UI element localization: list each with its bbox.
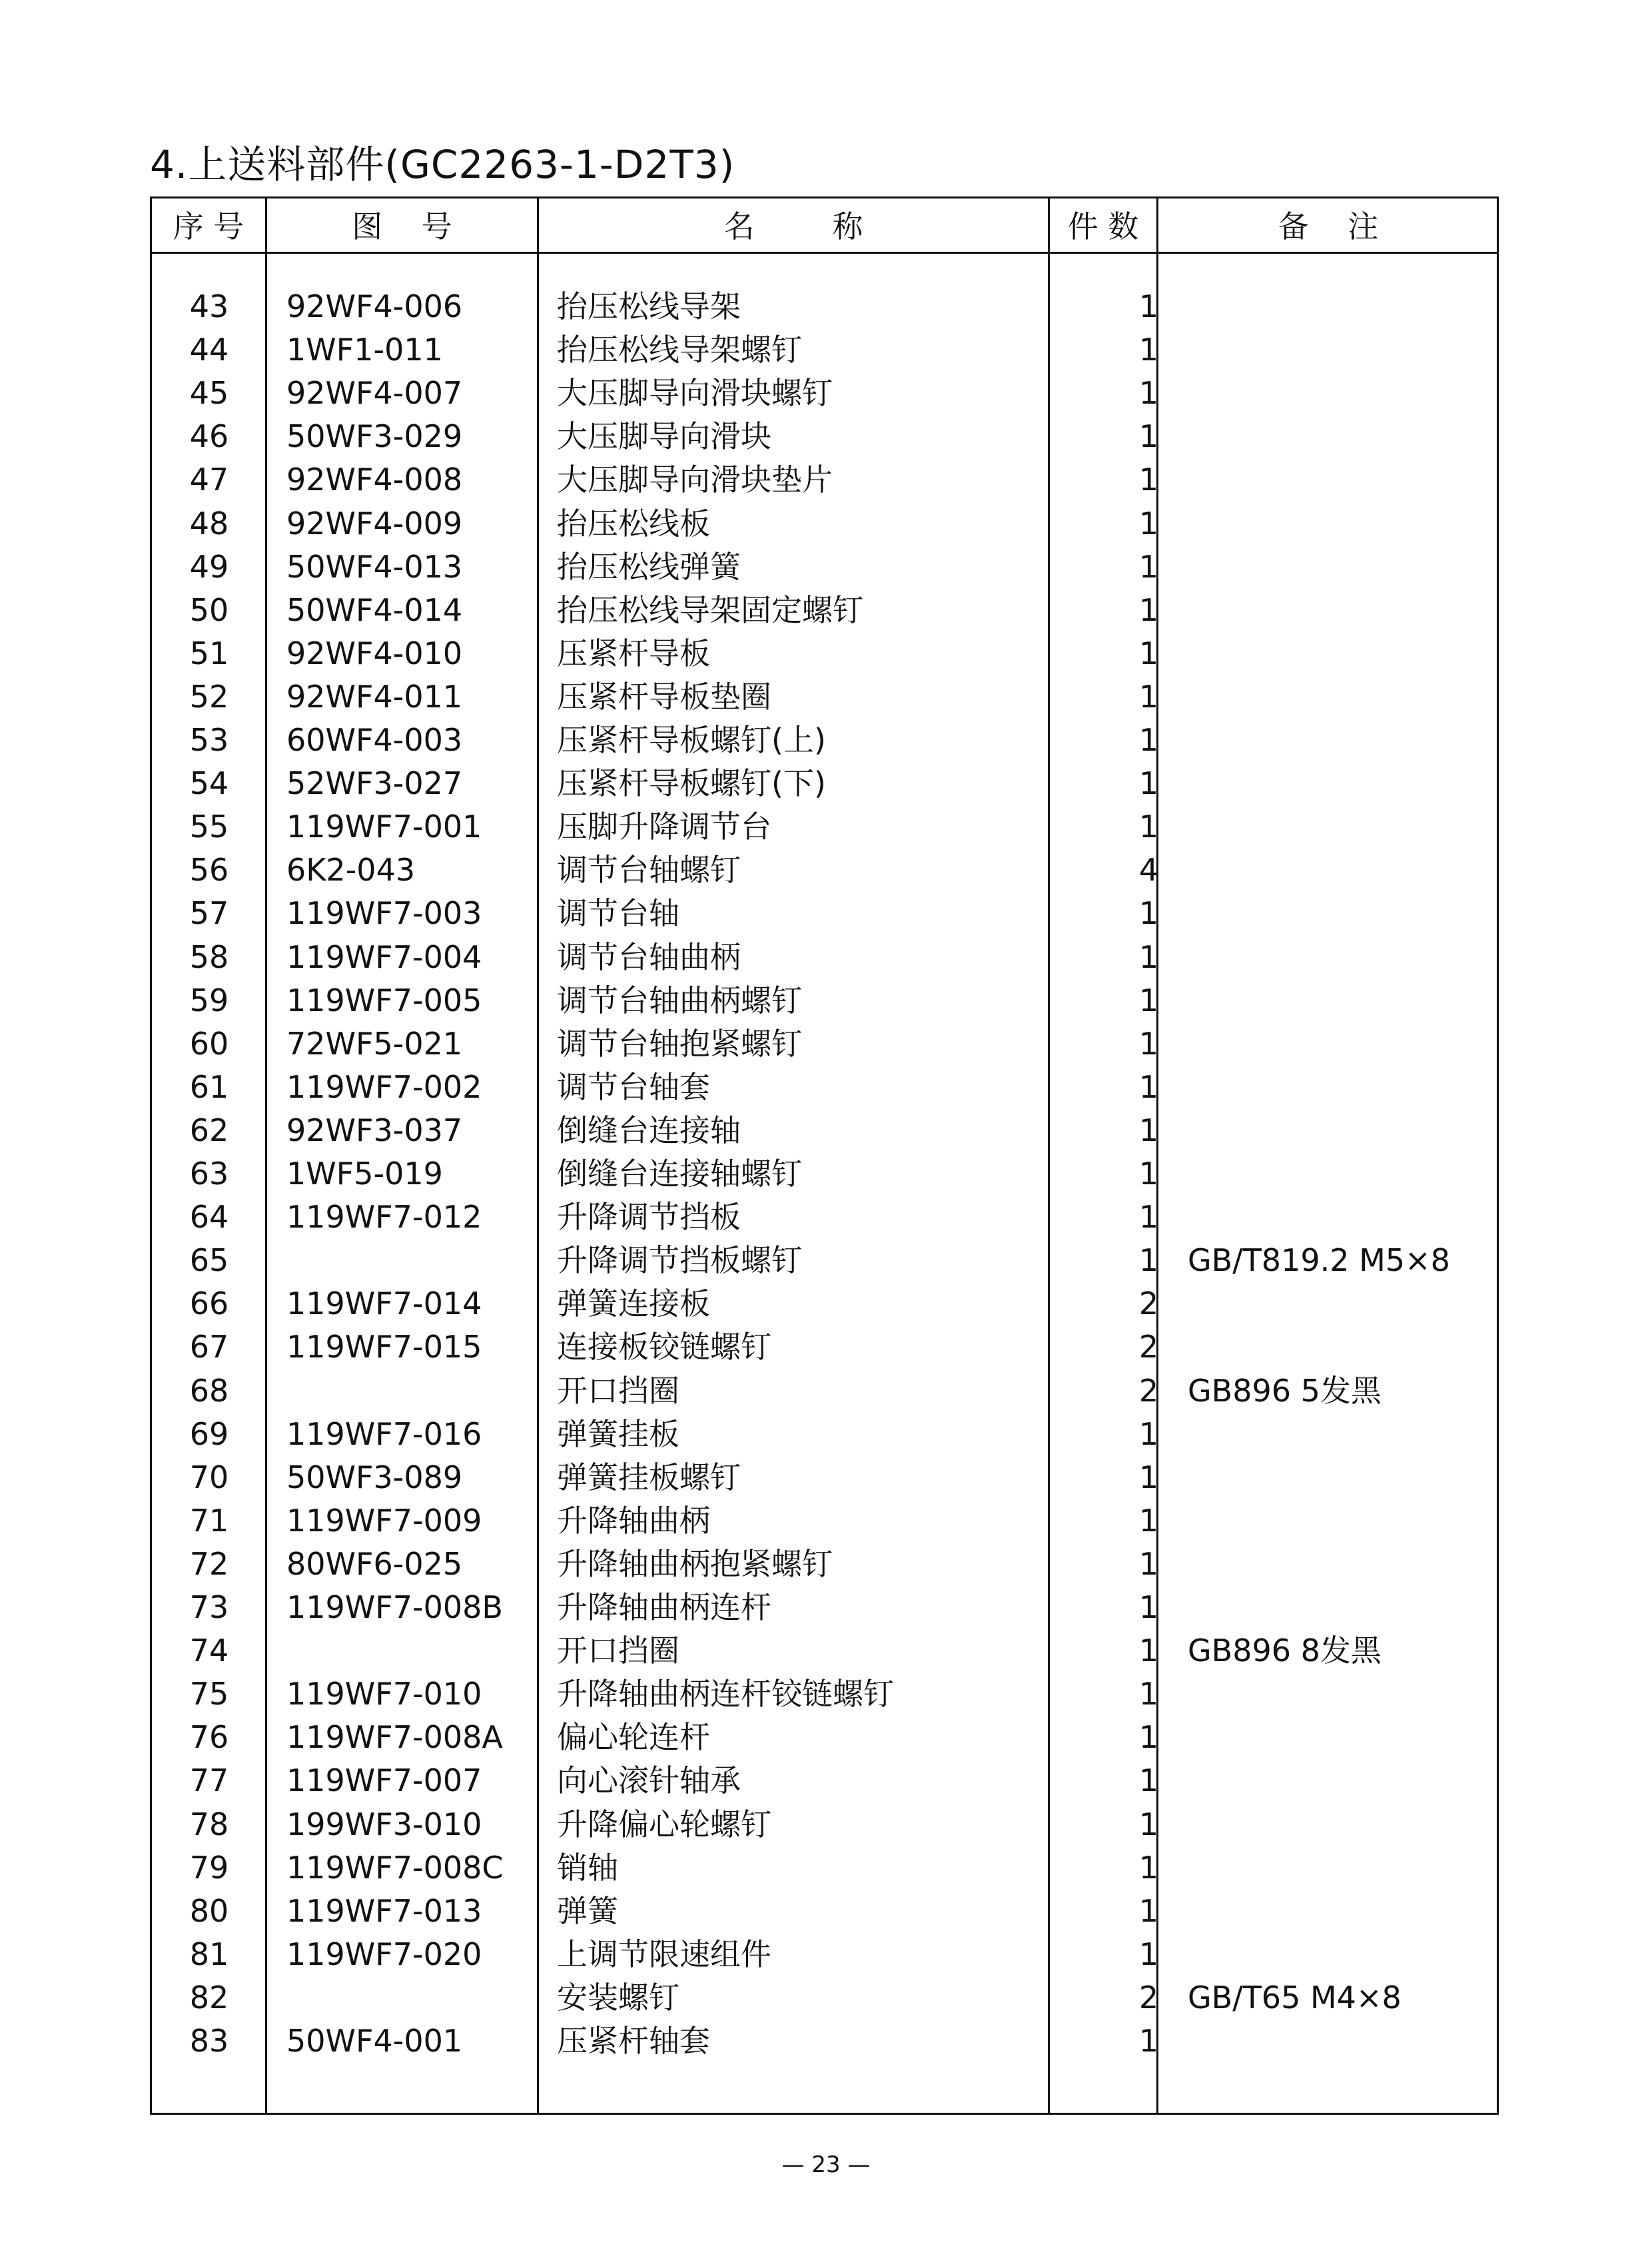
quantity-cell: 1 <box>1138 1633 1159 1669</box>
table-row <box>152 1022 1497 1066</box>
part-number-cell: 73 <box>189 1589 229 1625</box>
table-row <box>152 1933 1497 1976</box>
quantity-cell: 1 <box>1138 548 1159 585</box>
quantity-cell: 1 <box>1138 1025 1159 1062</box>
table-row <box>152 1629 1497 1673</box>
drawing-code-cell: 80WF6-025 <box>286 1545 463 1582</box>
remark-cell <box>1188 328 1494 372</box>
remark-cell <box>1188 1413 1494 1456</box>
remark-cell <box>1188 502 1494 546</box>
part-name-cell: 抬压松线导架固定螺钉 <box>557 591 863 628</box>
part-number-cell: 56 <box>189 852 229 889</box>
quantity-cell: 2 <box>1138 1286 1159 1322</box>
table-row <box>152 979 1497 1022</box>
part-number-cell: 58 <box>189 938 229 975</box>
page-number: — 23 — <box>781 2151 871 2178</box>
remark-cell <box>1188 1543 1494 1586</box>
drawing-code-cell: 119WF7-008A <box>286 1719 503 1756</box>
remark-cell <box>1188 1716 1494 1759</box>
drawing-code-cell: 92WF3-037 <box>286 1112 463 1148</box>
quantity-cell: 2 <box>1138 1979 1159 2016</box>
part-name-cell: 开口挡圈 <box>557 1372 679 1409</box>
remark-cell <box>1188 1196 1494 1239</box>
part-name-cell: 压紧杆轴套 <box>557 2023 710 2059</box>
drawing-code-cell <box>286 1239 540 1282</box>
part-number-cell: 47 <box>189 462 229 498</box>
quantity-cell: 4 <box>1138 852 1159 889</box>
part-name-cell: 倒缝台连接轴螺钉 <box>557 1156 802 1192</box>
part-number-cell: 62 <box>189 1112 229 1148</box>
quantity-cell: 1 <box>1138 1849 1159 1886</box>
table-row <box>152 1499 1497 1543</box>
remark-cell <box>1188 849 1494 892</box>
drawing-code-cell: 1WF1-011 <box>286 332 443 368</box>
table-row <box>152 632 1497 675</box>
remark-cell: GB896 5发黑 <box>1188 1372 1382 1409</box>
table-row <box>152 849 1497 892</box>
drawing-code-cell: 50WF3-029 <box>286 418 463 455</box>
part-number-cell: 54 <box>189 765 229 802</box>
table-row <box>152 1196 1497 1239</box>
part-name-cell: 销轴 <box>557 1849 618 1886</box>
drawing-code-cell: 92WF4-010 <box>286 635 463 671</box>
part-number-cell: 60 <box>189 1025 229 1062</box>
remark-cell <box>1188 1282 1494 1325</box>
remark-cell <box>1188 892 1494 935</box>
part-number-cell: 53 <box>189 722 229 758</box>
table-row <box>152 1543 1497 1586</box>
part-name-cell: 调节台轴曲柄螺钉 <box>557 982 802 1018</box>
part-number-cell: 80 <box>189 1892 229 1929</box>
drawing-code-cell: 1WF5-019 <box>286 1156 443 1192</box>
part-number-cell: 65 <box>189 1242 229 1279</box>
drawing-code-cell: 119WF7-005 <box>286 982 482 1018</box>
drawing-code-cell: 119WF7-015 <box>286 1329 482 1365</box>
quantity-cell: 1 <box>1138 591 1159 628</box>
remark-cell <box>1188 1152 1494 1196</box>
drawing-code-cell: 72WF5-021 <box>286 1025 463 1062</box>
remark-cell <box>1188 1759 1494 1802</box>
part-number-cell: 50 <box>189 591 229 628</box>
part-number-cell: 81 <box>189 1936 229 1972</box>
quantity-cell: 1 <box>1138 1762 1159 1799</box>
remark-cell <box>1188 1803 1494 1846</box>
part-name-cell: 开口挡圈 <box>557 1633 679 1669</box>
quantity-cell: 1 <box>1138 1892 1159 1929</box>
quantity-cell: 1 <box>1138 938 1159 975</box>
table-row <box>152 1456 1497 1499</box>
part-name-cell: 升降轴曲柄抱紧螺钉 <box>557 1545 833 1582</box>
quantity-cell: 1 <box>1138 505 1159 542</box>
part-number-cell: 68 <box>189 1372 229 1409</box>
quantity-cell: 1 <box>1138 1415 1159 1452</box>
remark-cell <box>1188 719 1494 762</box>
drawing-code-cell: 92WF4-011 <box>286 678 463 715</box>
remark-cell <box>1188 546 1494 589</box>
remark-cell: GB/T819.2 M5×8 <box>1188 1242 1450 1279</box>
drawing-code-cell: 92WF4-008 <box>286 462 463 498</box>
quantity-cell: 1 <box>1138 1112 1159 1148</box>
part-name-cell: 弹簧连接板 <box>557 1286 710 1322</box>
part-name-cell: 压脚升降调节台 <box>557 809 771 845</box>
part-number-cell: 74 <box>189 1633 229 1669</box>
drawing-code-cell: 119WF7-007 <box>286 1762 482 1799</box>
quantity-cell: 1 <box>1138 678 1159 715</box>
part-number-cell: 76 <box>189 1719 229 1756</box>
quantity-cell: 1 <box>1138 1199 1159 1236</box>
drawing-code-cell: 119WF7-020 <box>286 1936 482 1972</box>
drawing-code-cell: 199WF3-010 <box>286 1806 482 1842</box>
part-name-cell: 调节台轴螺钉 <box>557 852 741 889</box>
drawing-code-cell: 60WF4-003 <box>286 722 463 758</box>
part-number-cell: 64 <box>189 1199 229 1236</box>
table-row <box>152 2020 1497 2063</box>
drawing-code-cell: 6K2-043 <box>286 852 416 889</box>
remark-cell <box>1188 1673 1494 1716</box>
remark-cell <box>1188 936 1494 979</box>
part-number-cell: 45 <box>189 375 229 412</box>
part-number-cell: 52 <box>189 678 229 715</box>
remark-cell <box>1188 1456 1494 1499</box>
drawing-code-cell: 92WF4-007 <box>286 375 463 412</box>
table-row <box>152 892 1497 935</box>
table-row <box>152 458 1497 502</box>
table-row <box>152 805 1497 849</box>
table-row <box>152 1066 1497 1109</box>
drawing-code-cell: 119WF7-009 <box>286 1502 482 1539</box>
part-number-cell: 69 <box>189 1415 229 1452</box>
part-name-cell: 升降偏心轮螺钉 <box>557 1806 771 1842</box>
table-row <box>152 936 1497 979</box>
part-number-cell: 49 <box>189 548 229 585</box>
page-title: 4.上送料部件(GC2263-1-D2T3) <box>150 142 735 187</box>
table-row <box>152 1109 1497 1152</box>
quantity-cell: 1 <box>1138 1156 1159 1192</box>
part-name-cell: 升降调节挡板 <box>557 1199 741 1236</box>
part-number-cell: 82 <box>189 1979 229 2016</box>
remark-cell <box>1188 285 1494 328</box>
table-row <box>152 1716 1497 1759</box>
remark-cell: GB/T65 M4×8 <box>1188 1979 1402 2016</box>
drawing-code-cell: 119WF7-002 <box>286 1068 482 1105</box>
quantity-cell: 1 <box>1138 809 1159 845</box>
remark-cell <box>1188 1325 1494 1369</box>
part-number-cell: 43 <box>189 288 229 324</box>
remark-cell <box>1188 1022 1494 1066</box>
quantity-cell: 1 <box>1138 332 1159 368</box>
part-number-cell: 61 <box>189 1068 229 1105</box>
quantity-cell: 1 <box>1138 895 1159 932</box>
drawing-code-cell: 119WF7-013 <box>286 1892 482 1929</box>
part-name-cell: 弹簧 <box>557 1892 618 1929</box>
drawing-code-cell <box>286 1369 540 1413</box>
drawing-code-cell: 119WF7-004 <box>286 938 482 975</box>
remark-cell <box>1188 979 1494 1022</box>
table-row <box>152 328 1497 372</box>
table-row <box>152 415 1497 458</box>
table-row <box>152 719 1497 762</box>
table-row <box>152 1325 1497 1369</box>
remark-cell <box>1188 1499 1494 1543</box>
part-name-cell: 压紧杆导板垫圈 <box>557 678 771 715</box>
part-number-cell: 59 <box>189 982 229 1018</box>
table-row <box>152 1586 1497 1629</box>
table-row <box>152 675 1497 719</box>
header-divider <box>152 252 1497 254</box>
part-number-cell: 66 <box>189 1286 229 1322</box>
part-number-cell: 79 <box>189 1849 229 1886</box>
part-name-cell: 调节台轴 <box>557 895 679 932</box>
table-row <box>152 1759 1497 1802</box>
drawing-code-cell: 119WF7-003 <box>286 895 482 932</box>
table-row <box>152 1413 1497 1456</box>
header-note: 备 注 <box>1278 208 1379 244</box>
part-name-cell: 大压脚导向滑块 <box>557 418 771 455</box>
part-name-cell: 倒缝台连接轴 <box>557 1112 741 1148</box>
part-name-cell: 抬压松线导架螺钉 <box>557 332 802 368</box>
quantity-cell: 1 <box>1138 1589 1159 1625</box>
part-name-cell: 抬压松线导架 <box>557 288 741 324</box>
remark-cell <box>1188 589 1494 632</box>
quantity-cell: 1 <box>1138 418 1159 455</box>
part-name-cell: 压紧杆导板螺钉(上) <box>557 722 826 758</box>
table-row <box>152 1846 1497 1890</box>
drawing-code-cell: 50WF4-014 <box>286 591 463 628</box>
part-name-cell: 压紧杆导板 <box>557 635 710 671</box>
header-code: 图 号 <box>352 208 452 244</box>
part-name-cell: 偏心轮连杆 <box>557 1719 710 1756</box>
drawing-code-cell: 119WF7-010 <box>286 1676 482 1712</box>
part-name-cell: 升降轴曲柄 <box>557 1502 710 1539</box>
part-name-cell: 调节台轴抱紧螺钉 <box>557 1025 802 1062</box>
remark-cell <box>1188 762 1494 805</box>
quantity-cell: 1 <box>1138 1068 1159 1105</box>
part-name-cell: 升降轴曲柄连杆铰链螺钉 <box>557 1676 894 1712</box>
table-row <box>152 589 1497 632</box>
drawing-code-cell <box>286 1629 540 1673</box>
part-name-cell: 调节台轴套 <box>557 1068 710 1105</box>
remark-cell <box>1188 1890 1494 1933</box>
table-row <box>152 1369 1497 1413</box>
table-row <box>152 1803 1497 1846</box>
table-row <box>152 546 1497 589</box>
part-name-cell: 抬压松线弹簧 <box>557 548 741 585</box>
table-row <box>152 762 1497 805</box>
drawing-code-cell: 119WF7-014 <box>286 1286 482 1322</box>
quantity-cell: 1 <box>1138 765 1159 802</box>
drawing-code-cell: 50WF4-001 <box>286 2023 463 2059</box>
quantity-cell: 1 <box>1138 1502 1159 1539</box>
drawing-code-cell: 119WF7-012 <box>286 1199 482 1236</box>
table-row <box>152 1239 1497 1282</box>
remark-cell <box>1188 675 1494 719</box>
remark-cell <box>1188 805 1494 849</box>
part-name-cell: 升降调节挡板螺钉 <box>557 1242 802 1279</box>
part-name-cell: 安装螺钉 <box>557 1979 679 2016</box>
part-number-cell: 51 <box>189 635 229 671</box>
header-qty: 件 数 <box>1067 208 1139 244</box>
part-number-cell: 77 <box>189 1762 229 1799</box>
drawing-code-cell <box>286 1976 540 2020</box>
quantity-cell: 1 <box>1138 288 1159 324</box>
remark-cell <box>1188 1066 1494 1109</box>
part-name-cell: 升降轴曲柄连杆 <box>557 1589 771 1625</box>
part-number-cell: 63 <box>189 1156 229 1192</box>
part-number-cell: 48 <box>189 505 229 542</box>
part-name-cell: 弹簧挂板螺钉 <box>557 1459 741 1495</box>
table-row <box>152 502 1497 546</box>
part-name-cell: 上调节限速组件 <box>557 1936 771 1972</box>
table-row <box>152 285 1497 328</box>
drawing-code-cell: 119WF7-001 <box>286 809 482 845</box>
quantity-cell: 1 <box>1138 1719 1159 1756</box>
part-number-cell: 72 <box>189 1545 229 1582</box>
part-name-cell: 压紧杆导板螺钉(下) <box>557 765 826 802</box>
part-name-cell: 弹簧挂板 <box>557 1415 679 1452</box>
remark-cell: GB896 8发黑 <box>1188 1633 1382 1669</box>
drawing-code-cell: 119WF7-008C <box>286 1849 504 1886</box>
part-number-cell: 75 <box>189 1676 229 1712</box>
remark-cell <box>1188 415 1494 458</box>
quantity-cell: 1 <box>1138 1806 1159 1842</box>
drawing-code-cell: 92WF4-009 <box>286 505 463 542</box>
part-name-cell: 大压脚导向滑块螺钉 <box>557 375 833 412</box>
parts-table <box>150 196 1499 2115</box>
remark-cell <box>1188 632 1494 675</box>
table-row <box>152 1890 1497 1933</box>
part-number-cell: 67 <box>189 1329 229 1365</box>
quantity-cell: 2 <box>1138 1372 1159 1409</box>
part-name-cell: 向心滚针轴承 <box>557 1762 741 1799</box>
table-row <box>152 1673 1497 1716</box>
part-number-cell: 78 <box>189 1806 229 1842</box>
quantity-cell: 1 <box>1138 1545 1159 1582</box>
remark-cell <box>1188 372 1494 415</box>
part-number-cell: 71 <box>189 1502 229 1539</box>
quantity-cell: 2 <box>1138 1329 1159 1365</box>
part-name-cell: 大压脚导向滑块垫片 <box>557 462 833 498</box>
part-name-cell: 连接板铰链螺钉 <box>557 1329 771 1365</box>
part-number-cell: 57 <box>189 895 229 932</box>
table-row <box>152 1282 1497 1325</box>
remark-cell <box>1188 2020 1494 2063</box>
drawing-code-cell: 50WF3-089 <box>286 1459 463 1495</box>
quantity-cell: 1 <box>1138 982 1159 1018</box>
table-row <box>152 1976 1497 2020</box>
drawing-code-cell: 92WF4-006 <box>286 288 463 324</box>
quantity-cell: 1 <box>1138 375 1159 412</box>
part-number-cell: 70 <box>189 1459 229 1495</box>
quantity-cell: 1 <box>1138 1936 1159 1972</box>
remark-cell <box>1188 1846 1494 1890</box>
quantity-cell: 1 <box>1138 722 1159 758</box>
part-name-cell: 调节台轴曲柄 <box>557 938 741 975</box>
drawing-code-cell: 52WF3-027 <box>286 765 463 802</box>
quantity-cell: 1 <box>1138 1242 1159 1279</box>
drawing-code-cell: 50WF4-013 <box>286 548 463 585</box>
header-no: 序 号 <box>173 208 244 244</box>
quantity-cell: 1 <box>1138 1459 1159 1495</box>
table-row <box>152 372 1497 415</box>
remark-cell <box>1188 1109 1494 1152</box>
part-number-cell: 83 <box>189 2023 229 2059</box>
drawing-code-cell: 119WF7-016 <box>286 1415 482 1452</box>
part-number-cell: 44 <box>189 332 229 368</box>
quantity-cell: 1 <box>1138 2023 1159 2059</box>
table-row <box>152 1152 1497 1196</box>
header-name: 名 称 <box>723 208 863 244</box>
drawing-code-cell: 119WF7-008B <box>286 1589 503 1625</box>
part-name-cell: 抬压松线板 <box>557 505 710 542</box>
remark-cell <box>1188 1933 1494 1976</box>
quantity-cell: 1 <box>1138 462 1159 498</box>
part-number-cell: 55 <box>189 809 229 845</box>
quantity-cell: 1 <box>1138 635 1159 671</box>
remark-cell <box>1188 458 1494 502</box>
remark-cell <box>1188 1586 1494 1629</box>
quantity-cell: 1 <box>1138 1676 1159 1712</box>
part-number-cell: 46 <box>189 418 229 455</box>
